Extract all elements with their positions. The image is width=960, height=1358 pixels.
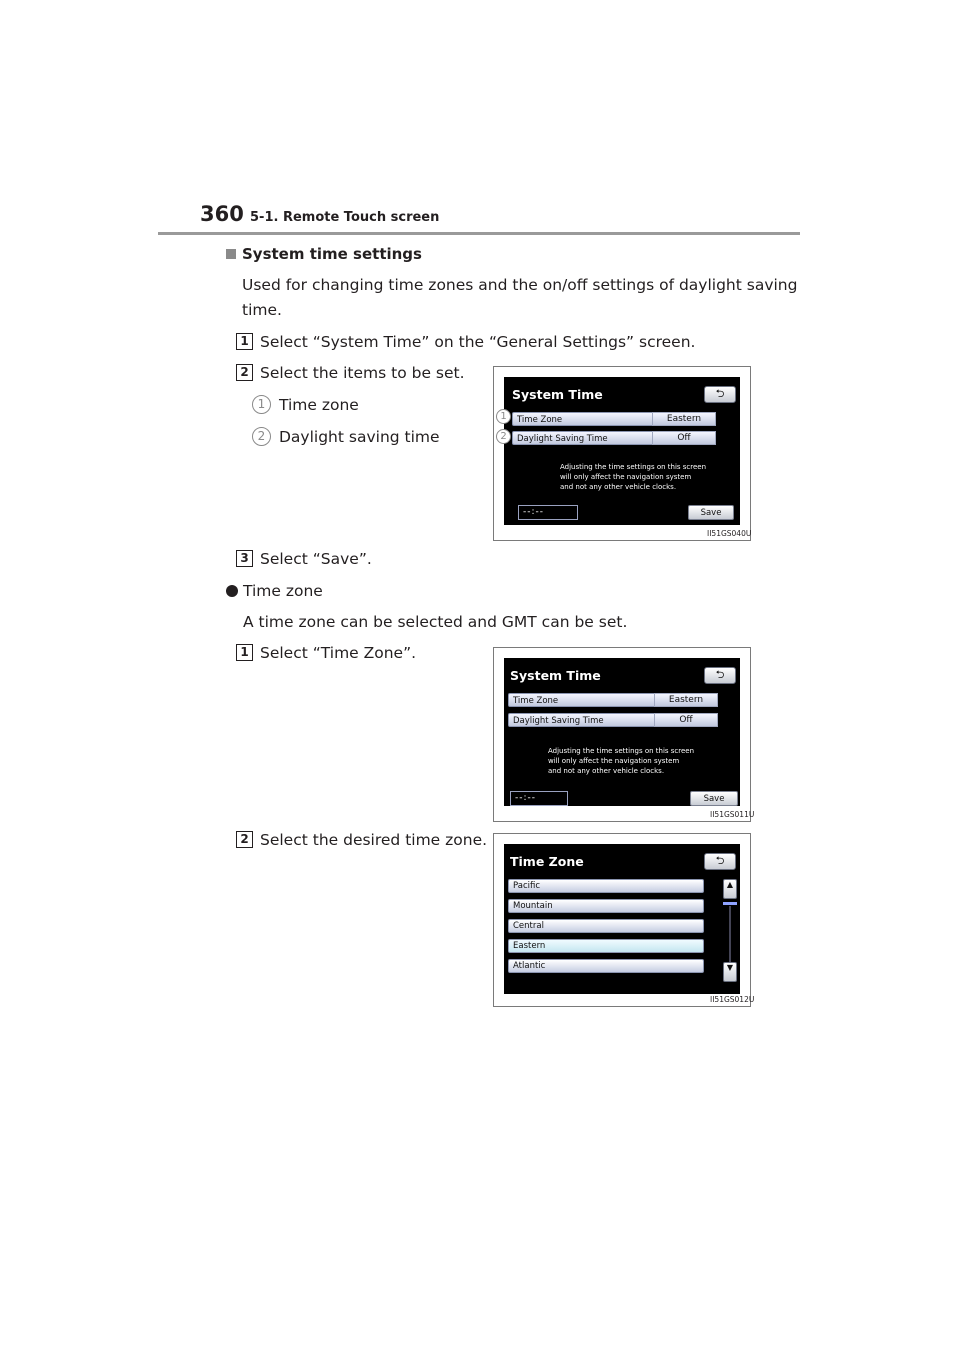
page-number: 360 <box>200 202 244 226</box>
item-marker-1: 1 <box>252 395 271 414</box>
system-time-heading-text: System time settings <box>242 245 422 263</box>
time-zone-option-selected[interactable]: Eastern <box>508 939 704 953</box>
message-line-3: and not any other vehicle clocks. <box>548 767 665 775</box>
item-text-2: Daylight saving time <box>279 428 440 446</box>
daylight-saving-row[interactable]: Daylight Saving Time <box>508 713 658 727</box>
daylight-saving-value: Off <box>652 431 716 445</box>
intro-line-1: Used for changing time zones and the on/off settings of daylight saving <box>242 276 798 294</box>
step-number-1: 1 <box>236 333 253 350</box>
tz-step-number-2: 2 <box>236 831 253 848</box>
screen-title: System Time <box>512 387 603 402</box>
time-zone-row[interactable]: Time Zone <box>508 693 658 707</box>
time-zone-intro: A time zone can be selected and GMT can be set. <box>243 613 628 631</box>
intro-line-2: time. <box>242 301 282 319</box>
message-line-2: will only affect the navigation system <box>548 757 680 765</box>
round-bullet-icon <box>226 585 238 597</box>
scrollbar-track[interactable] <box>729 906 731 962</box>
save-button[interactable]: Save <box>688 505 734 520</box>
tz-step-number-1: 1 <box>236 644 253 661</box>
step-text-1: Select “System Time” on the “General Settings” screen. <box>260 333 696 351</box>
time-display: --:-- <box>518 505 578 520</box>
time-display: --:-- <box>510 791 568 806</box>
time-zone-value: Eastern <box>654 693 718 707</box>
time-zone-option[interactable]: Atlantic <box>508 959 704 973</box>
callout-2: 2 <box>496 429 511 444</box>
screenshot-system-time-1 <box>493 366 751 541</box>
screen-title: System Time <box>510 668 601 683</box>
header-rule <box>158 232 800 235</box>
figure-code: II51GS040U <box>707 529 752 538</box>
scroll-down-button[interactable]: ▼ <box>723 962 737 982</box>
screen <box>504 658 740 806</box>
step-text-3: Select “Save”. <box>260 550 372 568</box>
callout-1: 1 <box>496 409 511 424</box>
time-zone-heading: Time zone <box>243 582 323 600</box>
screenshot-time-zone <box>493 833 755 1007</box>
item-marker-2: 2 <box>252 427 271 446</box>
step-number-3: 3 <box>236 550 253 567</box>
time-zone-option[interactable]: Pacific <box>508 879 704 893</box>
message-line-1: Adjusting the time settings on this screen <box>548 747 695 755</box>
time-zone-value: Eastern <box>652 412 716 426</box>
save-button[interactable]: Save <box>690 791 738 806</box>
scroll-up-button[interactable]: ▲ <box>723 879 737 899</box>
figure-code: II51GS011U <box>710 810 755 819</box>
back-button[interactable]: ⮌ <box>704 667 736 684</box>
figure-code: II51GS012U <box>710 995 755 1004</box>
square-bullet-icon <box>226 249 236 259</box>
time-zone-option[interactable]: Central <box>508 919 704 933</box>
scroll-thumb[interactable] <box>723 902 737 905</box>
system-time-heading <box>226 242 422 266</box>
daylight-saving-row[interactable]: Daylight Saving Time <box>512 431 657 445</box>
step-number-2: 2 <box>236 364 253 381</box>
time-zone-option[interactable]: Mountain <box>508 899 704 913</box>
message-line-2: will only affect the navigation system <box>560 473 692 481</box>
step-text-2: Select the items to be set. <box>260 364 465 382</box>
screen <box>504 377 740 525</box>
back-button[interactable]: ⮌ <box>704 386 736 403</box>
message-line-3: and not any other vehicle clocks. <box>560 483 677 491</box>
section-title: 5-1. Remote Touch screen <box>250 210 440 225</box>
time-zone-row[interactable]: Time Zone <box>512 412 657 426</box>
message-line-1: Adjusting the time settings on this screen <box>560 463 707 471</box>
item-text-1: Time zone <box>279 396 359 414</box>
daylight-saving-value: Off <box>654 713 718 727</box>
back-button[interactable]: ⮌ <box>704 853 736 870</box>
tz-step-text-1: Select “Time Zone”. <box>260 644 417 662</box>
screenshot-system-time-2 <box>493 647 755 822</box>
screen <box>504 844 740 994</box>
tz-step-text-2: Select the desired time zone. <box>260 831 488 849</box>
screen-title: Time Zone <box>510 854 584 869</box>
